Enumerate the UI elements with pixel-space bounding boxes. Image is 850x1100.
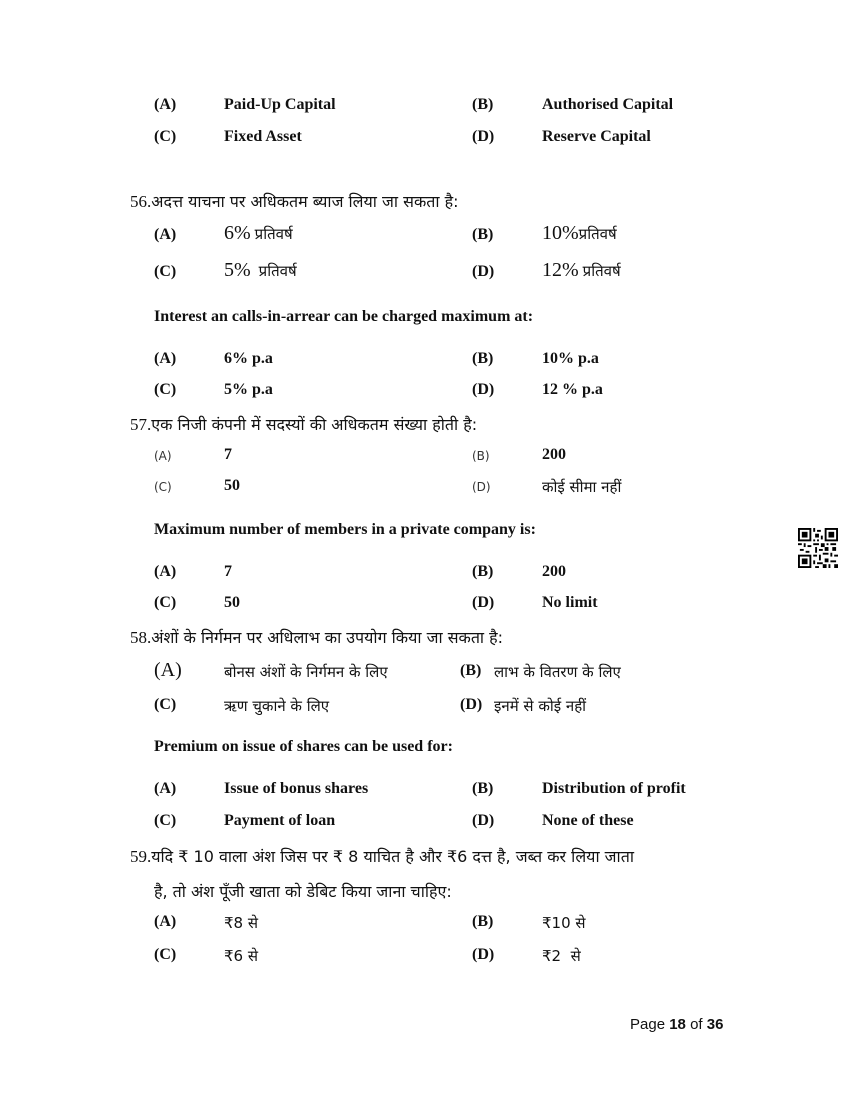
- q56-english-option-d-label: (D): [472, 381, 495, 398]
- q55-option-d-label: (D): [472, 128, 495, 145]
- q56-hindi-option-a-num: 6%: [224, 222, 251, 244]
- page-number: [630, 1016, 723, 1033]
- q56-hindi-option-a: [224, 222, 293, 245]
- q59-hindi-option-c-text: ₹6 से: [224, 947, 258, 965]
- q58-hindi-option-d-label: (D): [460, 696, 483, 713]
- q56-hindi-option-d-label: (D): [472, 263, 495, 280]
- q59-hindi-option-c-label: (C): [154, 946, 177, 963]
- q57-english-option-b-label: (B): [472, 563, 494, 580]
- q58-english-option-c-label: (C): [154, 812, 177, 829]
- q59-hindi-option-d-label: (D): [472, 946, 495, 963]
- q55-option-c-label: (C): [154, 128, 177, 145]
- q58-hindi-question: [130, 626, 503, 648]
- q55-option-a-label: (A): [154, 96, 177, 113]
- q59-number: 59.: [130, 847, 152, 866]
- q59-hindi-option-a-text: ₹8 से: [224, 914, 258, 932]
- q57-english-option-c-label: (C): [154, 594, 177, 611]
- q56-hindi-question-text: अदत्त याचना पर अधिकतम ब्याज लिया जा सकता है:: [151, 192, 459, 211]
- q56-english-option-b-label: (B): [472, 350, 494, 367]
- q56-hindi-option-d-num: 12%: [542, 259, 579, 281]
- q57-hindi-question-text: एक निजी कंपनी में सदस्यों की अधिकतम संख्या होती है:: [151, 415, 478, 434]
- q56-hindi-option-c-unit: प्रतिवर्ष: [258, 262, 297, 280]
- q59-hindi-question-line1: [130, 845, 634, 867]
- q57-hindi-option-b-text: 200: [542, 446, 566, 463]
- q58-hindi-question-text: अंशों के निर्गमन पर अधिलाभ का उपयोग किया जा सकता है:: [151, 628, 504, 647]
- q56-hindi-option-b: [542, 222, 617, 245]
- qr-code-icon: [798, 528, 838, 568]
- q56-english-option-a-text: 6% p.a: [224, 350, 273, 367]
- of-word: of: [690, 1016, 703, 1033]
- q58-hindi-option-c-text: ऋण चुकाने के लिए: [224, 697, 330, 715]
- q58-english-option-b-text: Distribution of profit: [542, 780, 686, 797]
- q56-number: 56.: [130, 192, 152, 211]
- q56-hindi-option-d-unit: प्रतिवर्ष: [582, 262, 621, 280]
- q57-hindi-option-c-text: 50: [224, 477, 240, 494]
- q55-option-a-text: Paid-Up Capital: [224, 96, 336, 113]
- page-word: Page: [630, 1016, 666, 1033]
- current-page: 18: [669, 1016, 686, 1033]
- q58-english-option-c-text: Payment of loan: [224, 812, 336, 829]
- q57-english-option-c-text: 50: [224, 594, 240, 611]
- q56-hindi-option-c-label: (C): [154, 263, 177, 280]
- q58-number: 58.: [130, 628, 152, 647]
- q56-hindi-option-d: [542, 259, 621, 282]
- q57-hindi-option-b-label: (B): [472, 449, 490, 463]
- q57-hindi-option-d-label: (D): [472, 480, 491, 494]
- q56-english-option-c-text: 5% p.a: [224, 381, 273, 398]
- q55-option-b-label: (B): [472, 96, 494, 113]
- q56-hindi-option-c-num: 5%: [224, 259, 251, 281]
- q57-hindi-option-d-text: कोई सीमा नहीं: [542, 478, 622, 496]
- q55-option-b-text: Authorised Capital: [542, 96, 674, 113]
- q57-english-option-d-label: (D): [472, 594, 495, 611]
- q58-hindi-option-d-text: इनमें से कोई नहीं: [494, 697, 587, 715]
- q55-option-c-text: Fixed Asset: [224, 128, 302, 145]
- q57-english-option-a-text: 7: [224, 563, 232, 580]
- q57-hindi-option-a-label: (A): [154, 449, 172, 463]
- q58-english-option-a-label: (A): [154, 780, 177, 797]
- q57-english-option-d-text: No limit: [542, 594, 598, 611]
- q58-english-option-d-text: None of these: [542, 812, 634, 829]
- q57-number: 57.: [130, 415, 152, 434]
- q56-english-question: Interest an calls-in-arrear can be charged maximum at:: [154, 308, 534, 325]
- q59-hindi-option-b-label: (B): [472, 913, 494, 930]
- q58-hindi-option-a-text: बोनस अंशों के निर्गमन के लिए: [224, 663, 388, 681]
- q58-hindi-option-b-label: (B): [460, 662, 482, 679]
- q56-english-option-b-text: 10% p.a: [542, 350, 599, 367]
- q59-hindi-question-line2: है, तो अंश पूँजी खाता को डेबिट किया जाना चाहिए:: [154, 882, 452, 901]
- q56-hindi-question: [130, 190, 458, 212]
- q58-hindi-option-c-label: (C): [154, 696, 177, 713]
- q58-english-option-d-label: (D): [472, 812, 495, 829]
- q59-hindi-option-b-text: ₹10 से: [542, 914, 586, 932]
- q59-hindi-option-a-label: (A): [154, 913, 177, 930]
- q56-hindi-option-a-label: (A): [154, 226, 177, 243]
- q59-hindi-question-text-1: यदि ₹ 10 वाला अंश जिस पर ₹ 8 याचित है और ₹6 दत्त है, जब्त कर लिया जाता: [151, 847, 634, 866]
- total-pages: 36: [706, 1016, 724, 1033]
- q57-english-question: Maximum number of members in a private company is:: [154, 521, 536, 538]
- q56-hindi-option-b-num: 10%: [542, 222, 579, 244]
- q56-hindi-option-a-unit: प्रतिवर्ष: [254, 225, 293, 243]
- q56-english-option-a-label: (A): [154, 350, 177, 367]
- q56-hindi-option-c: [224, 259, 297, 282]
- q58-hindi-option-b-text: लाभ के वितरण के लिए: [494, 663, 621, 681]
- q57-hindi-option-a-text: 7: [224, 446, 232, 463]
- q56-hindi-option-b-unit: प्रतिवर्ष: [578, 225, 617, 243]
- q56-hindi-option-b-label: (B): [472, 226, 494, 243]
- q57-hindi-option-c-label: (C): [154, 480, 172, 494]
- q58-hindi-option-a-label: (A): [154, 659, 182, 681]
- q56-english-option-c-label: (C): [154, 381, 177, 398]
- q58-english-question: Premium on issue of shares can be used for:: [154, 738, 453, 755]
- q55-option-d-text: Reserve Capital: [542, 128, 651, 145]
- q56-english-option-d-text: 12 % p.a: [542, 381, 603, 398]
- q57-hindi-question: [130, 413, 477, 435]
- q57-english-option-b-text: 200: [542, 563, 566, 580]
- q58-english-option-b-label: (B): [472, 780, 494, 797]
- q58-english-option-a-text: Issue of bonus shares: [224, 780, 369, 797]
- q57-english-option-a-label: (A): [154, 563, 177, 580]
- q59-hindi-option-d-text: ₹2 से: [542, 947, 581, 965]
